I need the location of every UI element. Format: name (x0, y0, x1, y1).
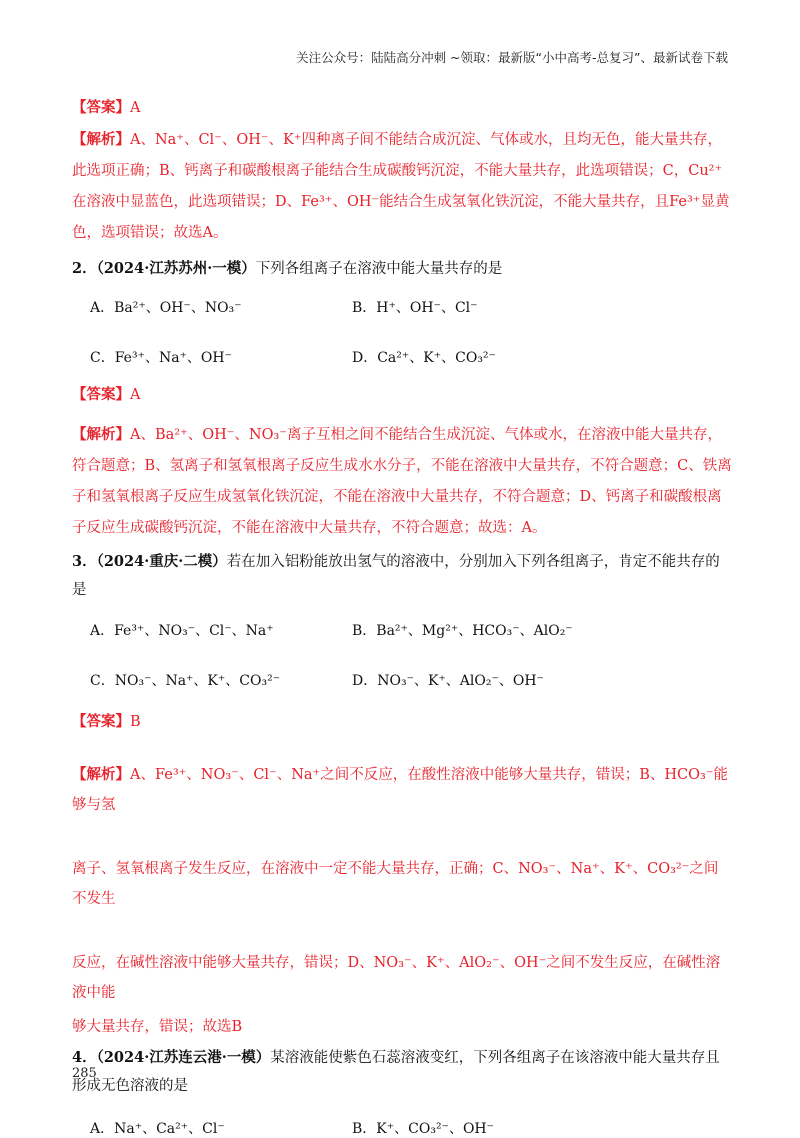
analysis-paragraph (72, 124, 732, 249)
analysis-continued (72, 1012, 732, 1042)
analysis-text: A、Ba²⁺、OH⁻、NO₃⁻离子互相之间不能结合生成沉淀、气体或水，在溶液中能大量共存，符合题意；B、氢离子和氢氧根离子反应生成水水分子，不能在溶液中大量共存，不符合题意；C、铁离子和氢氧根离子反应生成氢氧化铁沉淀，不能在溶液中大量共存，不符合题意；D、钙离子和碳酸根离子反应生成碳酸钙沉淀，不能在溶液中大量共存，不符合题意；故选：A。 (72, 427, 732, 536)
analysis-continued (72, 854, 732, 914)
analysis-text: 离子、氢氧根离子发生反应，在溶液中一定不能大量共存，正确；C、NO₃⁻、Na⁺、K⁺、CO₃²⁻之间不发生 (72, 861, 719, 907)
option-d[interactable]: D．NO₃⁻、K⁺、AlO₂⁻、OH⁻ (352, 673, 544, 689)
answer-line (72, 706, 732, 738)
question-number: 2． (72, 260, 97, 277)
question-stem: 某溶液能使紫色石蕊溶液变红，下列各组离子在该溶液中能大量共存且形成无色溶液的是 (72, 1050, 720, 1094)
answer-value: B (130, 714, 141, 730)
question-source: （2024·江苏连云港·一模） (96, 1049, 271, 1066)
page-header (296, 48, 728, 66)
question-2 (72, 255, 732, 283)
option-d[interactable]: D．Ca²⁺、K⁺、CO₃²⁻ (352, 350, 496, 366)
analysis-continued (72, 948, 732, 1008)
answer-tag: 【答案】 (72, 386, 130, 403)
options-row (72, 347, 732, 367)
question-stem: 若在加入铝粉能放出氢气的溶液中，分别加入下列各组离子，肯定不能共存的是 (72, 554, 720, 598)
question-source: （2024·江苏苏州·一模） (96, 260, 256, 277)
analysis-text: 够大量共存，错误；故选B (72, 1019, 243, 1035)
answer-line (72, 379, 732, 411)
analysis-tag: 【解析】 (72, 426, 130, 443)
option-b[interactable]: B．H⁺、OH⁻、Cl⁻ (352, 300, 478, 316)
analysis-tag: 【解析】 (72, 131, 130, 148)
header-text: 关注公众号：陆陆高分冲刺 ~领取：最新版“小中高考-总复习”、最新试卷下载 (296, 50, 728, 65)
analysis-paragraph (72, 760, 732, 820)
question-number: 4． (72, 1049, 97, 1066)
question-3 (72, 548, 732, 604)
option-b[interactable]: B．Ba²⁺、Mg²⁺、HCO₃⁻、AlO₂⁻ (352, 623, 573, 639)
option-c[interactable]: C．NO₃⁻、Na⁺、K⁺、CO₃²⁻ (90, 673, 281, 689)
answer-line (72, 92, 732, 124)
question-4 (72, 1044, 732, 1100)
options-row (72, 620, 732, 640)
answer-value: A (130, 387, 141, 403)
options-row (72, 297, 732, 317)
options-row (72, 1118, 732, 1138)
question-number: 3． (72, 553, 97, 570)
answer-tag: 【答案】 (72, 713, 130, 730)
option-a[interactable]: A．Na⁺、Ca²⁺、Cl⁻ (90, 1121, 225, 1137)
answer-tag: 【答案】 (72, 99, 130, 116)
question-stem: 下列各组离子在溶液中能大量共存的是 (255, 261, 503, 277)
analysis-text: 反应，在碱性溶液中能够大量共存，错误；D、NO₃⁻、K⁺、AlO₂⁻、OH⁻之间不发生反应，在碱性溶液中能 (72, 955, 721, 1001)
analysis-paragraph (72, 419, 732, 544)
option-a[interactable]: A．Ba²⁺、OH⁻、NO₃⁻ (90, 300, 242, 316)
option-b[interactable]: B．K⁺、CO₃²⁻、OH⁻ (352, 1121, 495, 1137)
analysis-text: A、Na⁺、Cl⁻、OH⁻、K⁺四种离子间不能结合成沉淀、气体或水，且均无色，能大量共存，此选项正确；B、钙离子和碳酸根离子能结合生成碳酸钙沉淀，不能大量共存，此选项错误；C，Cu²⁺在溶液中显蓝色，此选项错误；D、Fe³⁺、OH⁻能结合生成氢氧化铁沉淀，不能大量共存，且Fe³⁺显黄色，选项错误；故选A。 (72, 132, 730, 241)
option-c[interactable]: C．Fe³⁺、Na⁺、OH⁻ (90, 350, 233, 366)
answer-value: A (130, 100, 141, 116)
options-row (72, 670, 732, 690)
page-number-text: 285 (72, 1066, 97, 1081)
document-body (72, 92, 732, 1138)
option-a[interactable]: A．Fe³⁺、NO₃⁻、Cl⁻、Na⁺ (90, 623, 274, 639)
page-number (72, 1066, 97, 1081)
question-source: （2024·重庆·二模） (96, 553, 227, 570)
analysis-tag: 【解析】 (72, 766, 130, 783)
analysis-text: A、Fe³⁺、NO₃⁻、Cl⁻、Na⁺之间不反应，在酸性溶液中能够大量共存，错误；B、HCO₃⁻能够与氢 (72, 767, 728, 813)
